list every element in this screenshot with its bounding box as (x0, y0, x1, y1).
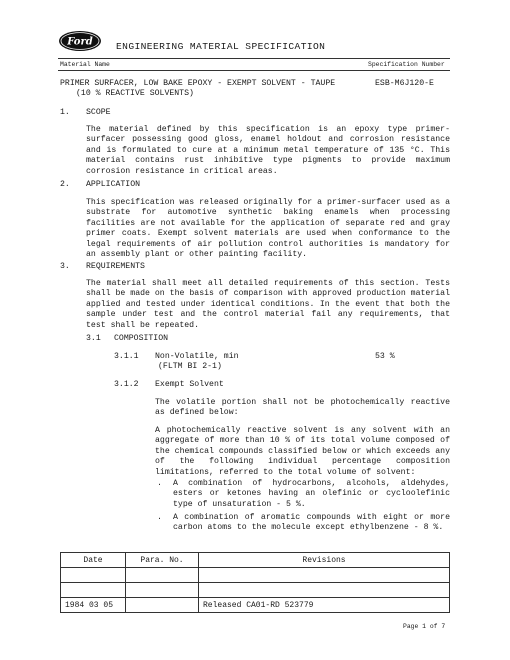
date-cell (61, 583, 126, 598)
revision-cell (199, 568, 450, 583)
scope-paragraph: The material defined by this specification is an epoxy type primer-surfacer possessing good gloss, enamel holdout and corrosion resistance and is formulated to cure at a minimum metal temperature of 135 °C. This material contains rust inhibitive type pigments to provide maximum corrosion resistance in critical areas. (86, 125, 450, 176)
table-row (61, 568, 450, 583)
table-header-row (61, 553, 450, 568)
nonvolatile-method: (FLTM BI 2-1) (158, 362, 222, 371)
item-number-nonvolatile: 3.1.1 (114, 352, 139, 361)
table-row (61, 583, 450, 598)
spec-number: ESB-M6J120-E (375, 79, 434, 88)
table-row (61, 598, 450, 613)
bullet-olefinic: A combination of hydrocarbons, alcohols, aldehydes, esters or ketones having an olefinic or cycloolefinic type of unsaturation - 5 %. (173, 479, 450, 509)
reactive-solvent-paragraph: A photochemically reactive solvent is any solvent with an aggregate of more than 10 % of its total volume composed of the chemical compounds classified below or which exceeds any of the following individual percentage composition limitations, referred to the total volume of solvent: (155, 426, 450, 477)
page-number: Page 1 of 7 (403, 623, 446, 630)
bullet-marker: . (157, 513, 162, 522)
para-cell (126, 598, 199, 613)
material-name-continued: (10 % REACTIVE SOLVENTS) (76, 89, 194, 98)
revision-cell (199, 583, 450, 598)
section-heading-requirements: REQUIREMENTS (86, 262, 145, 271)
logo-text: Ford (67, 36, 93, 48)
document-title: ENGINEERING MATERIAL SPECIFICATION (116, 41, 326, 52)
spec-number-label: Specification Number (368, 61, 445, 68)
para-cell (126, 583, 199, 598)
nonvolatile-value: 53 % (375, 352, 395, 361)
date-cell (61, 568, 126, 583)
bullet-marker: . (157, 479, 162, 488)
column-header-date: Date (61, 553, 126, 568)
date-cell: 1984 03 05 (61, 598, 126, 613)
subsection-heading-composition: COMPOSITION (114, 334, 169, 343)
material-name-label: Material Name (60, 61, 110, 68)
header-rule-bottom (58, 70, 450, 71)
exempt-solvent-paragraph: The volatile portion shall not be photochemically reactive as defined below: (155, 398, 450, 418)
section-number-application: 2. (60, 180, 70, 189)
item-number-exempt-solvent: 3.1.2 (114, 380, 139, 389)
header-rule-top (58, 58, 450, 59)
ford-logo (58, 30, 102, 52)
revisions-table (60, 552, 450, 613)
column-header-revisions: Revisions (199, 553, 450, 568)
section-heading-scope: SCOPE (86, 108, 111, 117)
section-heading-application: APPLICATION (86, 180, 141, 189)
section-number-scope: 1. (60, 108, 70, 117)
column-header-para: Para. No. (126, 553, 199, 568)
requirements-paragraph: The material shall meet all detailed requirements of this section. Tests shall be made on the basis of comparison with approved production material applied and tested under identical conditions. In the event that both the sample under test and the control material fail any requirements, that test shall be repeated. (86, 279, 450, 330)
material-name: PRIMER SURFACER, LOW BAKE EPOXY - EXEMPT SOLVENT - TAUPE (60, 79, 336, 88)
para-cell (126, 568, 199, 583)
bullet-aromatic: A combination of aromatic compounds with eight or more carbon atoms to the molecule except ethylbenzene - 8 %. (173, 513, 450, 533)
subsection-number-composition: 3.1 (86, 334, 101, 343)
exempt-solvent-label: Exempt Solvent (155, 380, 224, 389)
application-paragraph: This specification was released originally for a primer-surfacer used as a substrate for automotive synthetic baking enamels when processing facilities are not available for the application of separate red and gray primer coats. Exempt solvent materials are used when conformance to the legal requirements of air pollution control authorities is mandatory for an assembly plant or other painting facility. (86, 198, 450, 260)
nonvolatile-label: Non-Volatile, min (155, 352, 239, 361)
section-number-requirements: 3. (60, 262, 70, 271)
revision-cell: Released CA01-RD 523779 (199, 598, 450, 613)
